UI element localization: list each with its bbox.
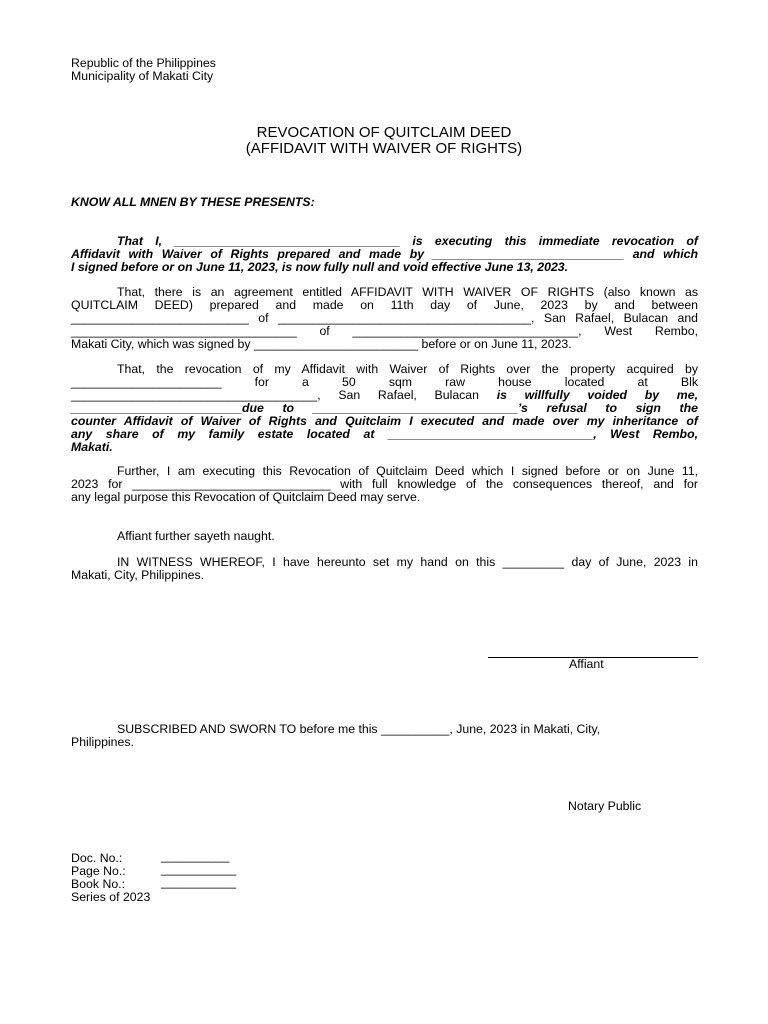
- header-republic: Republic of the Philippines: [71, 56, 216, 70]
- para3-line-3-bold: is willfully voided by me,: [496, 388, 698, 402]
- para4-line-1: Further, I am executing this Revocation of Quitclaim Deed which I signed before or on June 11,: [117, 464, 698, 478]
- title-line-2: (AFFIDAVIT WITH WAIVER OF RIGHTS): [245, 140, 523, 157]
- document-header: [71, 57, 698, 83]
- para1-line-3: I signed before or on June 11, 2023, is now fully null and void effective June 13, 2023.: [71, 260, 569, 274]
- header-municipality: Municipality of Makati City: [71, 69, 214, 83]
- para1-line-1: That I, _________________________________ is executing this immediate revocation of: [117, 234, 698, 248]
- affiant-label: Affiant: [569, 657, 604, 671]
- paragraph-1: [71, 235, 698, 274]
- para2-line-2: QUITCLAIM DEED) prepared and made on 11th day of June, 2023 by and between: [71, 298, 698, 312]
- para3-line-7: Makati.: [71, 440, 113, 454]
- title-line-1: REVOCATION OF QUITCLAIM DEED: [256, 124, 512, 141]
- book-no-label: Book No.:: [71, 877, 125, 891]
- book-no-blank: ___________: [161, 875, 237, 889]
- doc-no-blank: __________: [161, 849, 230, 863]
- para3-line-3-plain: ____________________________________, San Rafael, Bulacan: [71, 388, 497, 402]
- witness-line-2: Makati, City, Philippines.: [71, 568, 205, 582]
- subscribed-line-1: SUBSCRIBED AND SWORN TO before me this __________, June, 2023 in Makati, City,: [117, 722, 601, 736]
- subscribed-paragraph: [71, 723, 698, 749]
- paragraph-3: [71, 363, 698, 454]
- subscribed-line-2: Philippines.: [71, 735, 134, 749]
- witness-line-1: IN WITNESS WHEREOF, I have hereunto set my hand on this _________ day of June, 2023 in: [117, 555, 698, 569]
- intro-text: KNOW ALL MNEN BY THESE PRESENTS:: [71, 195, 315, 209]
- para3-line-2: ______________________ for a 50 sqm raw house located at Blk: [71, 375, 698, 389]
- para2-line-3: __________________________ of _____________________________________, San Rafael, Bulacan and: [71, 311, 698, 325]
- notary-public-label: Notary Public: [568, 799, 642, 813]
- doc-no-label: Doc. No.:: [71, 851, 123, 865]
- intro-heading: [71, 196, 698, 209]
- para4-line-2: 2023 for _____________________________ with full knowledge of the consequences thereof, and for: [71, 477, 698, 491]
- para3-line-6: any share of my family estate located at ______________________________, West Rembo,: [71, 427, 698, 441]
- page-no-blank: ___________: [161, 862, 237, 876]
- affiant-statement: [71, 530, 698, 543]
- para3-line-1: That, the revocation of my Affidavit with Waiver of Rights over the property acquired by: [117, 362, 698, 376]
- page-no-label: Page No.:: [71, 864, 126, 878]
- series-label: Series of 2023: [71, 890, 151, 904]
- para3-line-4: _________________________due to ______________________________’s refusal to sign the: [71, 401, 698, 415]
- witness-paragraph: [71, 556, 698, 582]
- para3-line-5: counter Affidavit of Waiver of Rights and Quitclaim I executed and made over my inheritance of: [71, 414, 698, 428]
- paragraph-4: [71, 465, 698, 504]
- para2-line-4: _________________________________ of _________________________________, West Rembo,: [71, 324, 698, 338]
- document-title: [0, 125, 768, 157]
- para2-line-1: That, there is an agreement entitled AFFIDAVIT WITH WAIVER OF RIGHTS (also known as: [117, 285, 698, 299]
- para4-line-3: any legal purpose this Revocation of Quitclaim Deed may serve.: [71, 490, 421, 504]
- para2-line-5: Makati City, which was signed by ________________________ before or on June 11, 2023.: [71, 337, 572, 351]
- paragraph-2: [71, 286, 698, 351]
- para1-line-2: Affidavit with Waiver of Rights prepared and made by ____________________________ and which: [71, 247, 698, 261]
- affiant-statement-text: Affiant further sayeth naught.: [117, 529, 275, 543]
